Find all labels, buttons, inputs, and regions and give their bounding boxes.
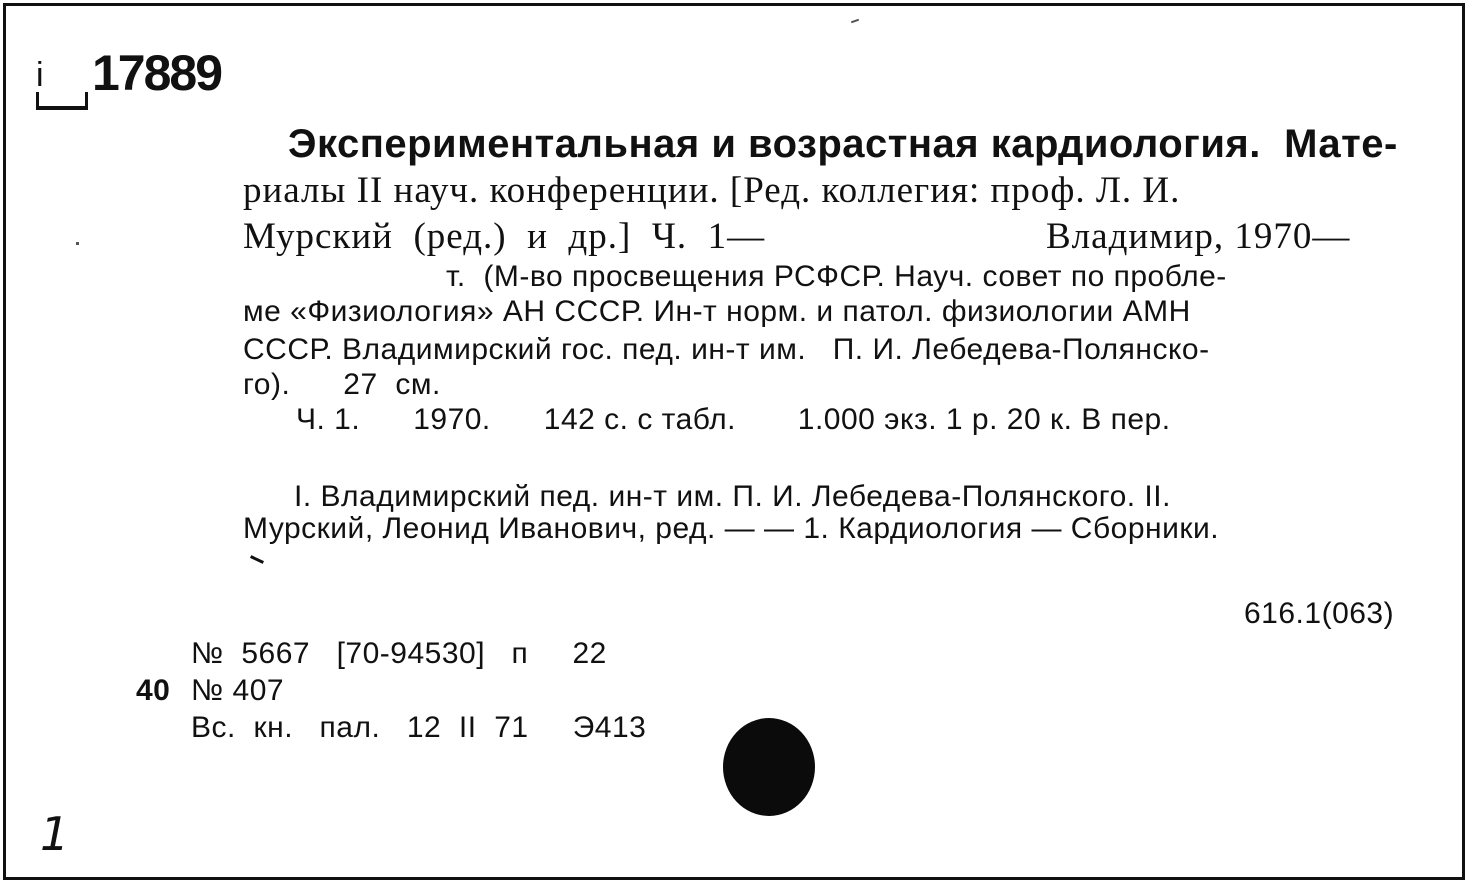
tracing-line-1: I. Владимирский пед. ин-т им. П. И. Лебедева-Полянского. II. [294,480,1171,513]
entry-line-2: риалы II науч. конференции. [Ред. коллегия: проф. Л. И. [243,170,1181,211]
order-line-3: Вс. кн. пал. 12 II 71 Э413 [191,711,647,744]
book-title: Экспериментальная и возрастная кардиология. Мате- [288,122,1398,166]
entry-line-6: СССР. Владимирский гос. пед. ин-т им. П. И. Лебедева-Полянско- [243,333,1210,366]
stamp-bracket [36,92,88,110]
call-number: 17889 [92,45,222,101]
dot-mark [76,242,79,245]
collation-line: Ч. 1. 1970. 142 с. с табл. 1.000 экз. 1 р. 20 к. В пер. [296,403,1171,436]
entry-line-3b: Владимир, 1970— [1046,216,1351,257]
dash-mark [250,555,264,564]
classification-number: 616.1(063) [1244,597,1395,630]
order-prefix: 40 [136,674,171,707]
catalog-card [3,3,1465,880]
entry-line-7: го). 27 см. [243,368,441,401]
order-line-1: № 5667 [70-94530] п 22 [191,637,607,670]
punch-hole [723,718,815,816]
tracing-line-2: Мурский, Леонид Иванович, ред. — — 1. Кардиология — Сборники. [243,512,1220,545]
handwritten-mark: 1 [40,807,70,861]
entry-line-5: ме «Физиология» АН СССР. Ин-т норм. и патол. физиологии АМН [243,295,1191,328]
order-line-2: № 407 [191,674,285,707]
entry-line-4: т. (М-во просвещения РСФСР. Науч. совет по пробле- [446,260,1227,293]
entry-line-3a: Мурский (ред.) и др.] Ч. 1— [243,216,766,257]
tick-mark [851,19,859,24]
stamp-mark: i [36,56,44,94]
